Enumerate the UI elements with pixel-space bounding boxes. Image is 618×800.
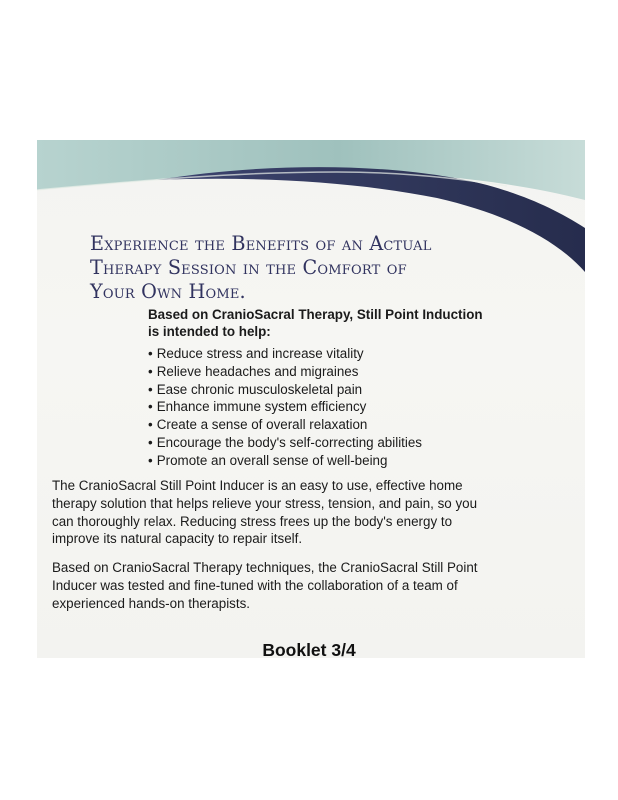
heading-line: Experience the Benefits of an Actual xyxy=(90,232,432,255)
heading xyxy=(90,232,570,304)
description-paragraph xyxy=(52,477,536,548)
benefit-item: • Ease chronic musculoskeletal pain xyxy=(148,381,548,399)
benefit-item: • Encourage the body's self-correcting abilities xyxy=(148,434,548,452)
paragraph-line: improve its natural capacity to repair itself. xyxy=(52,531,303,547)
benefit-item: • Reduce stress and increase vitality xyxy=(148,345,548,363)
benefit-item: • Promote an overall sense of well-being xyxy=(148,452,548,470)
paragraph-line: therapy solution that helps relieve your stress, tension, and pain, so you xyxy=(52,495,478,511)
benefits-list xyxy=(148,345,548,470)
benefit-item: • Enhance immune system efficiency xyxy=(148,398,548,416)
paragraph-line: Based on CranioSacral Therapy techniques, the CranioSacral Still Point xyxy=(52,560,478,575)
benefit-item: • Create a sense of overall relaxation xyxy=(148,416,548,434)
booklet-page-label: Booklet 3/4 xyxy=(262,640,356,660)
intro-line: is intended to help: xyxy=(148,324,271,339)
paragraph-line: The CranioSacral Still Point Inducer is an easy to use, effective home xyxy=(52,478,463,493)
benefit-item: • Relieve headaches and migraines xyxy=(148,363,548,381)
heading-line: Therapy Session in the Comfort of xyxy=(90,256,407,279)
technique-paragraph xyxy=(52,559,536,612)
intro-line: Based on CranioSacral Therapy, Still Point Induction xyxy=(148,307,483,322)
paragraph-line: can thoroughly relax. Reducing stress frees up the body's energy to xyxy=(52,513,453,529)
paragraph-line: Inducer was tested and fine-tuned with the collaboration of a team of xyxy=(52,577,458,593)
intro-text xyxy=(148,306,548,340)
paragraph-line: experienced hands-on therapists. xyxy=(52,595,251,611)
heading-line: Your Own Home. xyxy=(90,280,246,303)
